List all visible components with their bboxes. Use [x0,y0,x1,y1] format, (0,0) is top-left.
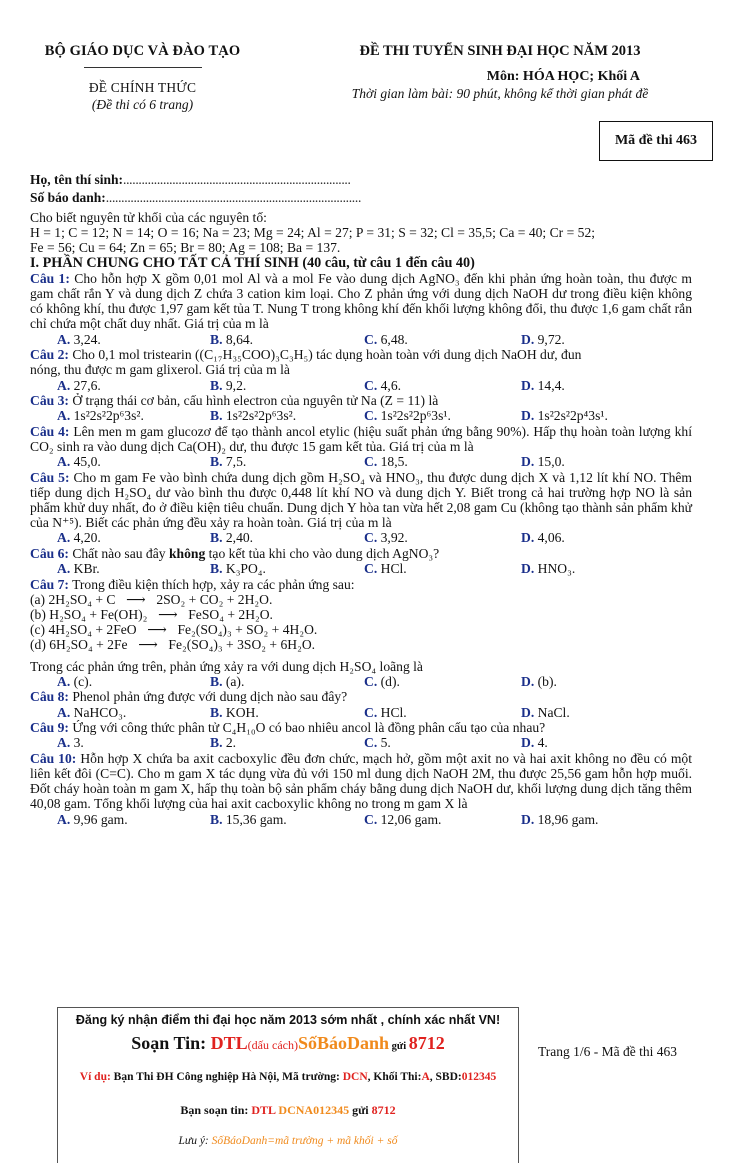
exam-title: ĐỀ THI TUYỂN SINH ĐẠI HỌC NĂM 2013 [359,43,641,59]
question-9-options [57,735,692,751]
q4-option-d: D. 15,0. [521,454,565,470]
q2-option-c: C. 4,6. [364,377,402,393]
question-7-text: Trong điều kiện thích hợp, xảy ra các phản ứng sau: [72,576,355,592]
q4-option-a: A. 45,0. [57,454,101,470]
official-label: ĐỀ CHÍNH THỨC [88,80,197,96]
q8-option-a: A. NaHCO₃. [57,704,127,720]
arrow-icon: ⟶ [158,607,178,623]
q7-option-a: A. (c). [57,673,93,689]
page-number: Trang 1/6 - Mã đề thi 463 [538,1044,677,1059]
q10-option-a: A. 9,96 gam. [57,811,128,827]
q5-option-b: B. 2,40. [210,530,254,546]
candidate-id-field [30,190,361,205]
q3-option-a: A. 1s²2s²2p⁶3s². [57,408,144,424]
q6-option-b: B. K₃PO₄. [210,561,266,577]
q9-option-c: C. 5. [364,735,391,751]
q9-option-a: A. 3. [57,735,84,751]
promo-note-line: Lưu ý: SốBáoDanh=mã trường + mã khối + số [178,1134,398,1147]
q8-option-b: B. KOH. [210,704,259,720]
promo-register-line: Đăng ký nhận điểm thi đại học năm 2013 sớm nhất , chính xác nhất VN! [75,1013,501,1027]
q1-option-c: C. 6,48. [364,331,408,347]
question-3-label: Câu 3: [30,393,69,409]
q7-option-b: B. (a). [210,673,245,689]
question-1-text: Cho hỗn hợp X gồm 0,01 mol Al và a mol Fe vào dung dịch AgNO₃ đến khi phản ứng hoàn toàn, thu được m gam chất rắn Y và dung dịch Z chứa 3 cation kim loại. Cho Z phản ứng với dung dịch NaOH dư trong điều kiện không có không khí, thu được 1,97 gam kết tủa T. Nung T trong không khí đến khối lượng không đổi, thu được 1,6 gam chất rắn chỉ chứa một chất duy nhất. Giá trị của m là [30,270,692,332]
question-4 [30,424,692,454]
q4-option-c: C. 18,5. [364,454,408,470]
header-right [300,44,700,102]
reaction-d: (d) 6H₂SO₄ + 2Fe ⟶ Fe₂(SO₄)₃ + 3SO₂ + 6H₂O. [30,637,316,653]
question-8 [30,689,692,704]
question-9-text: Ứng với công thức phân tử C₄H₁₀O có bao nhiêu ancol là đồng phân cấu tạo của nhau? [72,720,546,736]
q3-option-c: C. 1s²2s²2p⁶3s¹. [364,408,451,424]
intro-line-1: Cho biết nguyên tử khối của các nguyên tố: [30,210,267,225]
exam-content [30,210,692,827]
candidate-name-field [30,172,351,187]
q10-option-c: C. 12,06 gam. [364,811,442,827]
promo-example-line: Ví dụ: Bạn Thi ĐH Công nghiệp Hà Nội, Mã trường: DCN, Khối Thi:A, SBD:012345 [79,1071,497,1084]
question-5-options [57,530,692,546]
arrow-icon: ⟶ [138,637,158,653]
question-2-options [57,378,692,394]
question-10 [30,751,692,812]
q2-option-d: D. 14,4. [521,377,565,393]
question-1-options [57,332,692,348]
q5-option-a: A. 4,20. [57,530,101,546]
section-title: I. PHẦN CHUNG CHO TẤT CẢ THÍ SINH (40 câu, từ câu 1 đến câu 40) [30,254,475,271]
q5-option-c: C. 3,92. [364,530,408,546]
question-5 [30,470,692,531]
q9-option-d: D. 4. [521,735,548,751]
q6-option-c: C. HCl. [364,561,407,577]
promo-sms-line: Soạn Tin: DTL(dấu cách)SốBáoDanh gửi 8712 [131,1033,445,1054]
q6-option-d: D. HNO₃. [521,561,576,577]
arrow-icon: ⟶ [147,622,167,638]
q1-option-b: B. 8,64. [210,331,254,347]
question-8-text: Phenol phản ứng được với dung dịch nào sau đây? [72,689,348,705]
question-6-label: Câu 6: [30,545,69,561]
reaction-b: (b) H₂SO₄ + Fe(OH)₂ ⟶ FeSO₄ + 2H₂O. [30,607,273,623]
question-8-label: Câu 8: [30,689,69,705]
question-3-text: Ở trạng thái cơ bản, cấu hình electron của nguyên tử Na (Z = 11) là [72,393,439,409]
question-3-options [57,408,692,424]
question-2-text-2: nóng, thu được m gam glixerol. Giá trị của m là [30,362,290,378]
question-6-text-post: tạo kết tủa khi cho vào dung dịch AgNO₃? [208,545,440,561]
intro-line-3: Fe = 56; Cu = 64; Zn = 65; Br = 80; Ag = 108; Ba = 137. [30,240,341,256]
header-left [30,44,255,113]
question-8-options [57,705,692,721]
q3-option-d: D. 1s²2s²2p⁴3s¹. [521,408,608,424]
question-1-label: Câu 1: [30,270,70,286]
question-6 [30,546,692,561]
question-4-options [57,454,692,470]
q8-option-d: D. NaCl. [521,704,570,720]
q8-option-c: C. HCl. [364,704,407,720]
q4-option-b: B. 7,5. [210,454,247,470]
exam-code: Mã đề thi 463 [614,133,698,149]
question-9 [30,720,692,735]
q6-option-a: A. KBr. [57,561,100,577]
q1-option-a: A. 3,24. [57,331,101,347]
question-2-label: Câu 2: [30,347,69,363]
question-5-label: Câu 5: [30,469,70,485]
question-9-label: Câu 9: [30,720,69,736]
q10-option-b: B. 15,36 gam. [210,811,287,827]
question-5-text: Cho m gam Fe vào bình chứa dung dịch gồm H₂SO₄ và HNO₃, thu được dung dịch X và 1,12 lít khí NO. Thêm tiếp dung dịch H₂SO₄ dư vào bình thu được 0,448 lít khí NO và dung dịch Y. Biết trong cả hai trường hợp NO là sản phẩm khử duy nhất, đo ở điều kiện tiêu chuẩn. Dung dịch Y hòa tan vừa hết 2,08 gam Cu (không tạo thành sản phẩm khử của N⁺⁵). Biết các phản ứng đều xảy ra hoàn toàn. Giá trị của m là [30,469,692,531]
candidate-id-dots: ................................................................................... [105,190,362,205]
question-2 [30,347,692,377]
question-4-label: Câu 4: [30,423,70,439]
ministry-name: BỘ GIÁO DỤC VÀ ĐÀO TẠO [44,43,241,59]
reaction-c: (c) 4H₂SO₄ + 2FeO ⟶ Fe₂(SO₄)₃ + SO₂ + 4H₂O. [30,622,318,638]
question-10-options [57,812,692,828]
candidate-name-label: Họ, tên thí sinh: [30,172,124,187]
q7-option-c: C. (d). [364,673,400,689]
question-6-options [57,561,692,577]
q10-option-d: D. 18,96 gam. [521,811,599,827]
exam-code-box [599,121,713,161]
question-7-label: Câu 7: [30,576,69,592]
q5-option-d: D. 4,06. [521,530,565,546]
question-6-text-pre: Chất nào sau đây [72,545,166,561]
candidate-id-label: Số báo danh: [30,190,106,205]
intro-line-2: H = 1; C = 12; N = 14; O = 16; Na = 23; Mg = 24; Al = 27; P = 31; S = 32; Cl = 35,5; Ca = 40; Cr = 52; [30,225,596,241]
promo-send-line: Bạn soạn tin: DTL DCNA012345 gửi 8712 [180,1102,396,1117]
question-6-emphasis: không [168,545,206,561]
header-rule [84,67,202,68]
pages-note: (Đề thi có 6 trang) [91,97,194,113]
question-10-label: Câu 10: [30,750,77,766]
q2-option-a: A. 27,6. [57,377,101,393]
question-7-tail: Trong các phản ứng trên, phản ứng xảy ra với dung dịch H₂SO₄ loãng là [30,658,423,674]
candidate-name-dots: .......................................................................... [123,172,351,187]
question-4-text: Lên men m gam glucozơ để tạo thành ancol etylic (hiệu suất phản ứng bằng 90%). Hấp thụ hoàn toàn lượng khí CO₂ sinh ra vào dung dịch Ca(OH)₂ dư, thu được 15 gam kết tủa. Giá trị của m là [30,423,692,454]
question-10-text: Hỗn hợp X chứa ba axit cacboxylic đều đơn chức, mạch hở, gồm một axit no và hai axit không no đều có một liên kết đôi (C=C). Cho m gam X tác dụng vừa đủ với 150 ml dung dịch NaOH 2M, thu được 25,56 gam hỗn hợp muối. Đốt cháy hoàn toàn m gam X, hấp thụ toàn bộ sản phẩm cháy bằng dung dịch NaOH dư, khối lượng dung dịch tăng thêm 40,08 gam. Tổng khối lượng của hai axit cacboxylic không no trong m gam X là [30,750,692,812]
question-3 [30,393,692,408]
question-7-options [57,674,692,690]
q1-option-d: D. 9,72. [521,331,565,347]
time-note: Thời gian làm bài: 90 phút, không kể thời gian phát đề [351,86,649,102]
sms-promo-box [57,1007,519,1163]
question-1 [30,271,692,332]
q9-option-b: B. 2. [210,735,237,751]
q2-option-b: B. 9,2. [210,377,247,393]
reaction-a: (a) 2H₂SO₄ + C ⟶ 2SO₂ + CO₂ + 2H₂O. [30,591,273,607]
question-7 [30,577,692,592]
subject-line: Môn: HÓA HỌC; Khối A [486,69,640,85]
q3-option-b: B. 1s²2s²2p⁶3s². [210,408,297,424]
arrow-icon: ⟶ [126,591,146,607]
q7-option-d: D. (b). [521,673,557,689]
question-2-text: Cho 0,1 mol tristearin ((C₁₇H₃₅COO)₃C₃H₅) tác dụng hoàn toàn với dung dịch NaOH dư, đun [72,347,582,363]
